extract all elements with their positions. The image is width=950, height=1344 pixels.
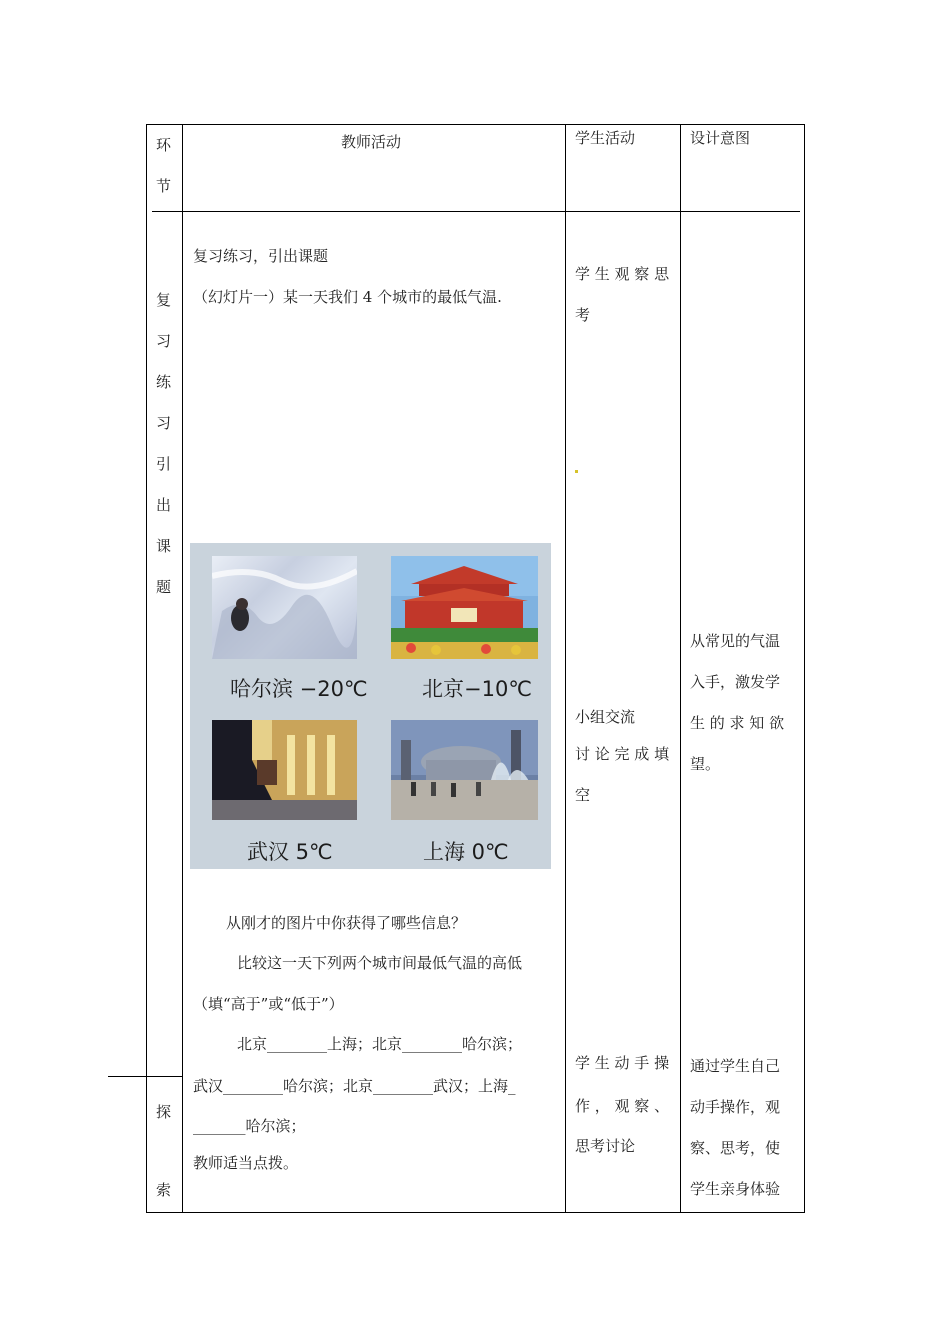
design-intent-2d: 学生亲身体验 <box>690 1180 781 1198</box>
teacher-question-2-hint: （填“高于”或“低于”） <box>193 995 344 1013</box>
caption-wuhan: 武汉 5℃ <box>247 840 333 864</box>
snow-scene <box>212 556 357 659</box>
caption-beijing: 北京−10℃ <box>422 677 532 701</box>
wuhan-building-art <box>212 720 357 820</box>
section1-label-char: 引 <box>156 455 172 473</box>
teacher-question-2: 比较这一天下列两个城市间最低气温的高低 <box>237 954 523 972</box>
col-divider-1 <box>182 124 183 1213</box>
table-bottom-border <box>146 1212 805 1213</box>
snow-scene-art <box>212 556 357 659</box>
header-col1-char: 环 <box>156 136 172 154</box>
section2-label-char: 索 <box>156 1181 172 1199</box>
tiananmen-scene <box>391 556 538 659</box>
teacher-guidance: 教师适当点拨。 <box>193 1154 299 1172</box>
student-group-1: 小组交流 <box>575 708 636 726</box>
caption-shanghai: 上海 0℃ <box>423 840 509 864</box>
caption-harbin: 哈尔滨 −20℃ <box>230 677 368 701</box>
city-temperature-figure <box>190 543 551 869</box>
table-top-border <box>146 124 805 125</box>
table-left-border <box>146 124 147 1213</box>
student-observe-2: 考 <box>575 306 591 324</box>
section1-label-char: 练 <box>156 373 172 391</box>
section1-label-char: 课 <box>156 537 172 555</box>
fill-in-line-2: 武汉________哈尔滨；北京________武汉；上海_ <box>193 1077 516 1095</box>
header-student-activity: 学生活动 <box>575 129 636 147</box>
design-intent-2b: 动手操作，观 <box>690 1098 781 1116</box>
teacher-slide-intro: （幻灯片一）某一天我们 4 个城市的最低气温. <box>193 288 502 306</box>
student-hands-on-1: 学 生 动 手 操 <box>575 1054 670 1072</box>
section-divider-rule <box>108 1076 182 1077</box>
header-bottom-rule <box>152 211 800 212</box>
yellow-dot-mark <box>575 470 578 473</box>
student-hands-on-3: 思考讨论 <box>575 1137 636 1155</box>
section1-label-char: 题 <box>156 578 172 596</box>
student-hands-on-2: 作 ， 观 察 、 <box>575 1097 670 1115</box>
fill-in-line-1: 北京________上海；北京________哈尔滨； <box>237 1035 523 1053</box>
teacher-review-title: 复习练习，引出课题 <box>193 247 329 265</box>
header-col1-char: 节 <box>156 177 172 195</box>
header-teacher-activity: 教师活动 <box>341 133 402 151</box>
tiananmen-art <box>391 556 538 659</box>
section2-label-char: 探 <box>156 1103 172 1121</box>
shanghai-fountain-art <box>391 720 538 820</box>
wuhan-building-scene <box>212 720 357 820</box>
student-group-3: 空 <box>575 786 591 804</box>
design-intent-2a: 通过学生自己 <box>690 1057 781 1075</box>
section1-label-char: 出 <box>156 496 172 514</box>
design-intent-1a: 从常见的气温 <box>690 632 781 650</box>
col-divider-2 <box>565 124 566 1213</box>
design-intent-1d: 望。 <box>690 755 721 773</box>
section1-label-char: 习 <box>156 414 172 432</box>
col-divider-3 <box>680 124 681 1213</box>
header-design-intent: 设计意图 <box>690 129 751 147</box>
design-intent-1c: 生 的 求 知 欲 <box>690 714 785 732</box>
shanghai-fountain-scene <box>391 720 538 820</box>
table-right-border <box>804 124 805 1213</box>
design-intent-1b: 入手，激发学 <box>690 673 781 691</box>
section1-label-char: 习 <box>156 332 172 350</box>
teacher-question-1: 从刚才的图片中你获得了哪些信息？ <box>226 914 467 932</box>
student-group-2: 讨 论 完 成 填 <box>575 745 670 763</box>
student-observe-1: 学 生 观 察 思 <box>575 265 670 283</box>
section1-label-char: 复 <box>156 291 172 309</box>
design-intent-2c: 察、思考，使 <box>690 1139 781 1157</box>
fill-in-line-3: _______哈尔滨； <box>193 1117 306 1135</box>
